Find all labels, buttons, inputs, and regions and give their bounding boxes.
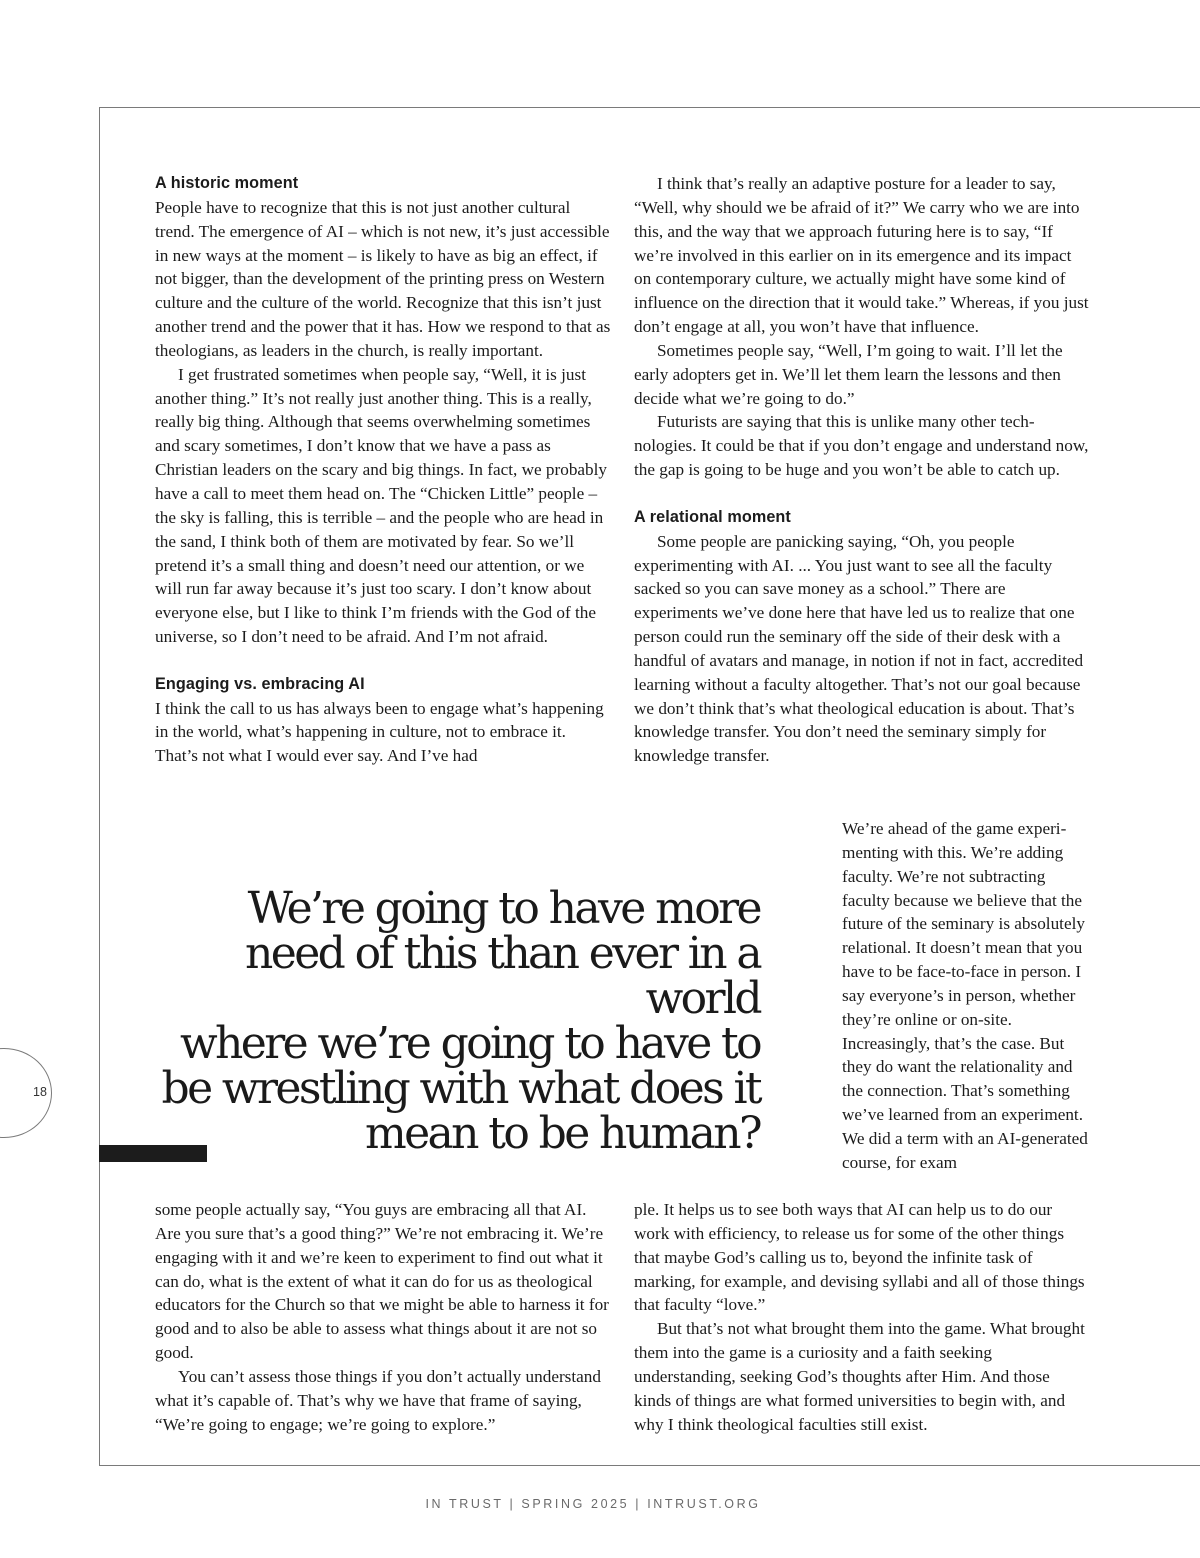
pull-quote-line: need of this than ever in a world bbox=[245, 928, 760, 1024]
article-column-right-top bbox=[634, 172, 1090, 768]
pull-quote-line: mean to be human? bbox=[364, 1108, 760, 1159]
paragraph: We’re ahead of the game experimenting with this. We’re adding faculty. We’re not subtracting faculty because we believe that the future of the seminary is absolutely relational. It doesn’t mean that you have to be face-to-face in person. I say everyone’s in person, whether they’re online or on-site. Increasingly, that’s the case. But they do want the relationality and the connection. That’s something we’ve learned from an experiment. We did a term with an AI-generated course, for exam bbox=[842, 819, 1088, 1172]
page-footer: IN TRUST | SPRING 2025 | INTRUST.ORG bbox=[425, 1497, 761, 1511]
article-column-left-top bbox=[155, 172, 611, 768]
paragraph: I think that’s really an adaptive posture for a leader to say, “Well, why should we be afraid of it?” We carry who we are into this, and the way that we approach futuring here is to say, “If we’re involved in this earlier on in its emergence and its impact on contemporary culture, we actually might have some kind of influence on the direction that it would take.” Whereas, if you just don’t engage at all, you won’t have that influence. bbox=[634, 174, 1089, 337]
paragraph: I think the call to us has always been to engage what’s happening in the world, what’s happening in culture, not to embrace it. That’s not what I would ever say. And I’ve had bbox=[155, 698, 604, 766]
accent-bar bbox=[99, 1145, 207, 1162]
paragraph: Futurists are saying that this is unlike many other technologies. It could be that if you don’t engage and understand now, the gap is going to be huge and you won’t be able to catch up. bbox=[634, 412, 1089, 480]
paragraph: Some people are panicking saying, “Oh, you people experimenting with AI. ... You just want to see all the faculty sacked so you can save money as a school.” There are experiments we’ve done here that have led us to realize that one person could run the seminary off the side of their desk with a handful of avatars and manage, in notion if not in fact, accredited learning without a faculty altogether. That’s not our goal because we don’t think that’s what theological education is about. That’s knowledge transfer. You don’t need the seminary simply for knowledge transfer. bbox=[634, 531, 1084, 766]
article-column-right-mid bbox=[842, 817, 1090, 1175]
pull-quote-line: where we’re going to have to bbox=[179, 1018, 760, 1069]
paragraph: ple. It helps us to see both ways that AI can help us to do our work with efficiency, to release us for some of the other things that maybe God’s calling us to, beyond the infinite task of marking, for example, and devising syllabi and all of those things that faculty “love.” bbox=[634, 1200, 1085, 1315]
paragraph: But that’s not what brought them into the game. What brought them into the game is a curiosity and a faith seeking understanding, seeking God’s thoughts after Him. And those kinds of things are what formed universities to begin with, and why I think theological faculties still exist. bbox=[634, 1319, 1085, 1434]
section-heading-historic: A historic moment bbox=[155, 174, 299, 192]
article-column-right-bottom bbox=[634, 1198, 1090, 1436]
article-column-left-bottom bbox=[155, 1198, 611, 1436]
pull-quote-line: We’re going to have more bbox=[247, 883, 760, 934]
section-heading-engaging: Engaging vs. embracing AI bbox=[155, 674, 365, 693]
paragraph: I get frustrated sometimes when people say, “Well, it is just another thing.” It’s not really just another thing. This is a really, really big thing. Although that seems overwhelming sometimes and scary sometimes, I don’t know that we have a pass as Christian leaders on the scary and big things. In fact, we probably have a call to meet them head on. The “Chicken Little” people – the sky is falling, this is terrible – and the people who are head in the sand, I think both of them are motivated by fear. So we’ll pretend it’s a small thing and doesn’t need our attention, or we will run far away because it’s just too scary. I don’t know about everyone else, but I like to think I’m friends with the God of the universe, so I don’t need to be afraid. And I’m not afraid. bbox=[155, 364, 608, 647]
paragraph: People have to recognize that this is not just another cultural trend. The emergence of AI – which is not new, it’s just accessible in new ways at the moment – is likely to have as big an effect, if not bigger, than the development of the printing press on Western culture and the culture of the world. Recognize that this isn’t just another trend and the power that it has. How we respond to that as theologians, as leaders in the church, is really important. bbox=[155, 197, 611, 360]
paragraph: Sometimes people say, “Well, I’m going to wait. I’ll let the early adopters get in. We’ll let them learn the lessons and then decide what we’re going to do.” bbox=[634, 340, 1063, 408]
pull-quote-line: be wrestling with what does it bbox=[161, 1063, 760, 1114]
section-heading-relational: A relational moment bbox=[634, 507, 791, 526]
paragraph: some people actually say, “You guys are embracing all that AI. Are you sure that’s a good thing?” We’re not embracing it. We’re engaging with it and we’re keen to experiment to find out what it can do, what is the extent of what it can do for us as theological educators for the Church so that we might be able to harness it for good and to also be able to assess what things about it are not so good. bbox=[155, 1200, 609, 1363]
page-number: 18 bbox=[33, 1085, 47, 1099]
paragraph: You can’t assess those things if you don’t actually understand what it’s capable of. That’s why we have that frame of saying, “We’re going to engage; we’re going to explore.” bbox=[155, 1366, 601, 1434]
pull-quote bbox=[140, 883, 760, 1159]
